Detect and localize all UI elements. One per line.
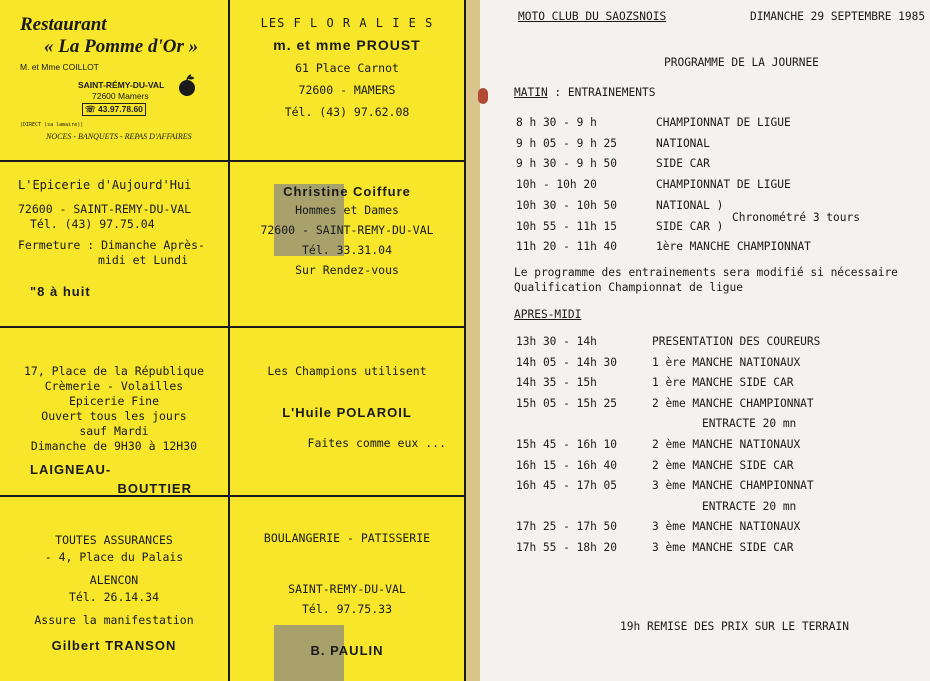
schedule-event: SIDE CAR ) (656, 219, 724, 233)
schedule-time: 14h 35 - 15h (516, 376, 597, 390)
ad-transon (0, 497, 228, 681)
ad-transon-name: Gilbert TRANSON (51, 638, 177, 653)
schedule-event: 1ère MANCHE CHAMPIONNAT (656, 240, 811, 254)
ad-pomme-town: SAINT-RÉMY-DU-VAL (78, 80, 165, 90)
ad-polaroil (230, 328, 464, 495)
schedule-time: 11h 20 - 11h 40 (516, 240, 618, 254)
ad-laigneau-line3: Epicerie Fine (68, 394, 159, 408)
schedule-event: 3 ème MANCHE SIDE CAR (652, 541, 794, 554)
schedule-time: 16h 45 - 17h 05 (516, 479, 618, 493)
ad-floralies-city: 72600 - MAMERS (298, 83, 396, 97)
schedule-time: 17h 55 - 18h 20 (516, 541, 618, 554)
event-date: DIMANCHE 29 SEPTEMBRE 1985 (750, 10, 926, 23)
ad-polaroil-slogan: Faites comme eux ... (307, 436, 446, 450)
schedule-event: CHAMPIONNAT DE LIGUE (656, 178, 791, 192)
schedule-time: 14h 05 - 14h 30 (516, 355, 618, 369)
ad-epicerie-huit: "8 à huit (30, 284, 91, 299)
ad-coiffure-sub: Hommes et Dames (295, 203, 399, 217)
ad-paulin (230, 497, 464, 681)
schedule-event: 1 ère MANCHE NATIONAUX (652, 355, 801, 369)
schedule-event: ENTRACTE 20 mn (702, 417, 797, 431)
ad-paulin-line1: BOULANGERIE - PATISSERIE (263, 531, 431, 545)
apple-icon (176, 74, 198, 98)
ad-pomme-dor (0, 0, 228, 160)
schedule-time: 10h - 10h 20 (516, 178, 597, 192)
ad-paulin-line2: SAINT-REMY-DU-VAL (288, 582, 406, 596)
club-name: MOTO CLUB DU SAOZSNOIS (518, 10, 667, 23)
schedule-event: 2 ème MANCHE CHAMPIONNAT (652, 396, 814, 410)
ad-coiffure-rdv: Sur Rendez-vous (295, 263, 399, 277)
ad-floralies-address: 61 Place Carnot (295, 61, 399, 75)
schedule-event: CHAMPIONNAT DE LIGUE (656, 116, 791, 129)
morning-heading: MATIN : ENTRAINEMENTS (514, 86, 656, 99)
ad-paulin-phone: Tél. 97.75.33 (301, 602, 392, 616)
ad-floralies-title: LES F L O R A L I E S (260, 16, 434, 30)
schedule-event: 2 ème MANCHE SIDE CAR (652, 458, 794, 472)
program-title: PROGRAMME DE LA JOURNEE (664, 56, 819, 69)
ad-floralies-names: m. et mme PROUST (273, 37, 421, 53)
schedule-time: 9 h 30 - 9 h 50 (516, 157, 618, 171)
ad-coiffure-phone: Tél. 33.31.04 (301, 243, 392, 257)
ad-pomme-zip: 72600 Mamers (92, 91, 149, 101)
schedule-event: 3 ème MANCHE CHAMPIONNAT (652, 479, 814, 493)
programme-page (488, 0, 930, 681)
ad-epicerie (0, 162, 228, 326)
ad-transon-city: ALENCON (89, 573, 139, 587)
ad-pomme-subtitle: « La Pomme d'Or » (44, 36, 199, 57)
schedule-event: 3 ème MANCHE NATIONAUX (652, 520, 801, 534)
ad-epicerie-closing: Fermeture : Dimanche Après- (18, 238, 205, 252)
ad-epicerie-closing-days: midi et Lundi (98, 253, 189, 267)
ad-paulin-name: B. PAULIN (310, 643, 384, 658)
schedule-time: 10h 55 - 11h 15 (516, 219, 618, 233)
ad-polaroil-brand: L'Huile POLAROIL (282, 405, 412, 420)
ad-pomme-tagline: NOCES - BANQUETS - REPAS D'AFFAIRES (46, 132, 192, 141)
schedule-event: PRESENTATION DES COUREURS (652, 335, 821, 348)
ad-epicerie-phone: Tél. (43) 97.75.04 (30, 217, 155, 231)
afternoon-heading: APRES-MIDI (514, 308, 582, 321)
ad-laigneau-address: 17, Place de la République (23, 364, 204, 378)
ad-transon-line1: TOUTES ASSURANCES (55, 533, 173, 547)
ad-laigneau (0, 328, 228, 495)
page-fold (466, 0, 480, 681)
schedule-time: 15h 05 - 15h 25 (516, 396, 618, 410)
ad-pomme-title: Restaurant (20, 14, 107, 35)
schedule-event: NATIONAL ) (656, 198, 724, 212)
ad-pomme-owners: M. et Mme COILLOT (20, 62, 99, 72)
ad-transon-phone: Tél. 26.14.34 (68, 590, 159, 604)
ad-polaroil-line1: Les Champions utilisent (267, 364, 427, 378)
schedule-time: 17h 25 - 17h 50 (516, 520, 618, 534)
program-note: Le programme des entrainements sera modifié si nécessaire (514, 266, 898, 279)
ad-laigneau-line4: Ouvert tous les jours (41, 409, 187, 423)
schedule-event: SIDE CAR (656, 157, 710, 171)
schedule-time: 15h 45 - 16h 10 (516, 438, 618, 451)
ad-transon-assure: Assure la manifestation (34, 613, 194, 627)
ad-pomme-small: (DIRECT (sa lamaire)) (20, 122, 84, 128)
schedule-event: NATIONAL (656, 136, 710, 150)
program-note-qualification: Qualification Championnat de ligue (514, 281, 744, 294)
ink-mark (478, 88, 488, 104)
schedule-time: 10h 30 - 10h 50 (516, 198, 618, 212)
schedule-time: 9 h 05 - 9 h 25 (516, 136, 618, 150)
schedule-time: 8 h 30 - 9 h (516, 116, 597, 129)
chrono-note: Chronométré 3 tours (732, 211, 860, 224)
schedule-event: 1 ère MANCHE SIDE CAR (652, 376, 794, 390)
schedule-event: 2 ème MANCHE NATIONAUX (652, 438, 801, 451)
ad-laigneau-line2: Crèmerie - Volailles (44, 379, 184, 393)
ad-floralies-phone: Tél. (43) 97.62.08 (284, 105, 410, 119)
ad-laigneau-hours: Dimanche de 9H30 à 12H30 (30, 439, 198, 453)
schedule-event: ENTRACTE 20 mn (702, 499, 797, 513)
ad-transon-line2: - 4, Place du Palais (44, 550, 184, 564)
ad-laigneau-line5: sauf Mardi (79, 424, 149, 438)
ad-laigneau-name2: BOUTTIER (117, 481, 192, 495)
ad-coiffure (230, 162, 464, 326)
ad-coiffure-title: Christine Coiffure (283, 184, 411, 199)
schedule-time: 16h 15 - 16h 40 (516, 458, 618, 472)
ad-laigneau-name1: LAIGNEAU- (30, 462, 112, 477)
ad-epicerie-title: L'Epicerie d'Aujourd'Hui (18, 178, 192, 192)
ad-floralies (230, 0, 464, 160)
schedule-time: 13h 30 - 14h (516, 335, 597, 348)
ad-pomme-phone: ☏ 43.97.78.60 (82, 103, 146, 116)
ad-epicerie-city: 72600 - SAINT-REMY-DU-VAL (18, 202, 192, 216)
closing-line: 19h REMISE DES PRIX SUR LE TERRAIN (620, 620, 850, 633)
ad-coiffure-city: 72600 - SAINT-REMY-DU-VAL (260, 223, 434, 237)
